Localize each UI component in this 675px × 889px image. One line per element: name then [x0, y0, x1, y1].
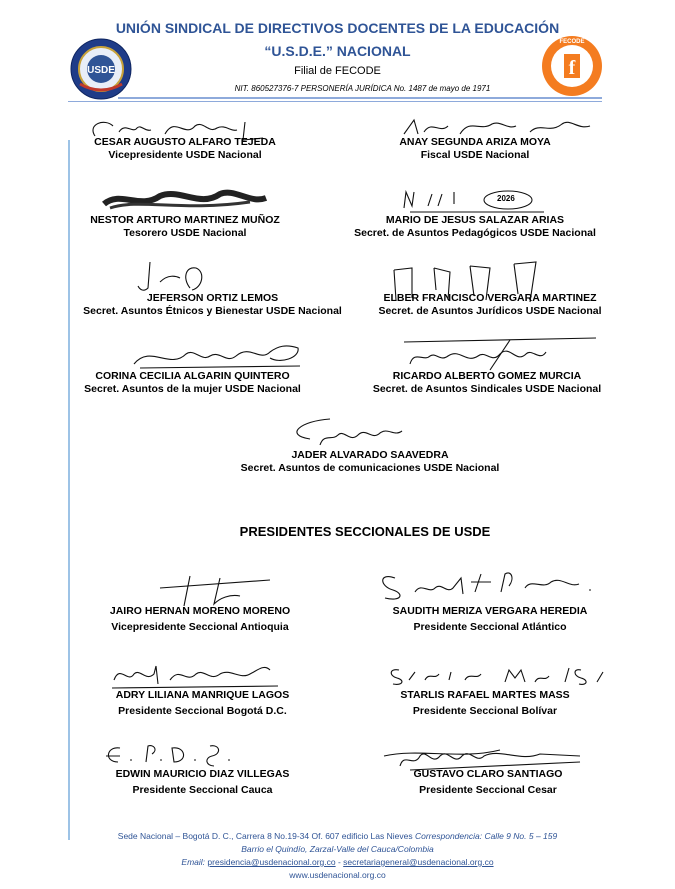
- signer-name: STARLIS RAFAEL MARTES MASS: [400, 689, 570, 701]
- signer-role: Presidente Seccional Cesar: [419, 784, 557, 796]
- signature-scribble-salazar: [398, 186, 548, 216]
- signer-role: Tesorero USDE Nacional: [123, 227, 247, 239]
- signature-block: [85, 605, 315, 634]
- signer-role: Secret. de Asuntos Jurídicos USDE Nacional: [378, 305, 602, 317]
- footer-website[interactable]: www.usdenacional.org.co: [289, 870, 386, 880]
- signer-name: NESTOR ARTURO MARTINEZ MUÑOZ: [90, 214, 280, 226]
- fecode-logo-label: FECODE: [559, 39, 585, 45]
- signer-role: Presidente Seccional Atlántico: [413, 621, 567, 633]
- org-title: UNIÓN SINDICAL DE DIRECTIVOS DOCENTES DE LA EDUCACIÓN: [115, 20, 560, 36]
- signer-name: EDWIN MAURICIO DIAZ VILLEGAS: [115, 768, 290, 780]
- footer-city: Barrio el Quindío, Zarzal-Valle del Cauca/Colombia: [241, 844, 434, 854]
- footer-correspondence: Correspondencia: Calle 9 No. 5 – 159: [414, 831, 558, 841]
- signer-role: Secret. de Asuntos Pedagógicos USDE Nacional: [354, 227, 596, 239]
- signature-scribble-moreno: [150, 570, 280, 610]
- signer-role: Vicepresidente USDE Nacional: [108, 149, 262, 161]
- signer-role: Presidente Seccional Bolívar: [412, 705, 558, 717]
- signature-scribble-alvarado: [280, 415, 410, 451]
- header-rule: [118, 97, 602, 99]
- signature-block: [85, 689, 320, 718]
- signer-role: Presidente Seccional Bogotá D.C.: [118, 705, 287, 717]
- signer-role: Secret. Asuntos de la mujer USDE Nacional: [84, 383, 301, 395]
- margin-line: [68, 140, 70, 840]
- signer-name: ELBER FRANCISCO VERGARA MARTINEZ: [383, 292, 597, 304]
- signature-block: [70, 370, 315, 396]
- signature-block: [60, 214, 310, 240]
- signature-block: [360, 689, 610, 718]
- signer-name: SAUDITH MERIZA VERGARA HEREDIA: [392, 605, 588, 617]
- signer-name: ANAY SEGUNDA ARIZA MOYA: [399, 136, 551, 148]
- signer-name: ADRY LILIANA MANRIQUE LAGOS: [115, 689, 290, 701]
- signature-block: [355, 136, 595, 162]
- filial-line: Filial de FECODE: [294, 65, 381, 77]
- signer-name: JAIRO HERNAN MORENO MORENO: [109, 605, 291, 617]
- signature-block: [75, 136, 295, 162]
- signature-scribble-vergara-heredia: [375, 568, 605, 604]
- svg-text:USDE: USDE: [87, 65, 115, 76]
- signer-name: GUSTAVO CLARO SANTIAGO: [413, 768, 563, 780]
- footer-emails: [0, 857, 675, 867]
- signature-date-stamp: 2026: [497, 194, 515, 203]
- signer-role: Fiscal USDE Nacional: [420, 149, 530, 161]
- signature-scribble-ortiz: [120, 258, 230, 294]
- signature-scribble-manrique: [110, 660, 280, 690]
- signature-block: [352, 370, 622, 396]
- footer-address: [0, 831, 675, 841]
- signer-name: CESAR AUGUSTO ALFARO TEJEDA: [94, 136, 276, 148]
- fecode-logo-icon: [541, 35, 603, 97]
- signer-role: Secret. de Asuntos Sindicales USDE Nacional: [372, 383, 602, 395]
- signature-block: [355, 292, 625, 318]
- signer-name: MARIO DE JESUS SALAZAR ARIAS: [385, 214, 565, 226]
- header-rule-thin: [68, 101, 602, 102]
- signer-role: Presidente Seccional Cauca: [132, 784, 273, 796]
- signature-scribble-algarin: [130, 340, 305, 372]
- signature-scribble-gomez: [400, 334, 600, 374]
- signer-role: Secret. Asuntos Étnicos y Bienestar USDE Nacional: [83, 305, 342, 317]
- signature-block: [355, 605, 625, 634]
- signer-role: Vicepresidente Seccional Antioquia: [111, 621, 289, 633]
- signature-block: [200, 449, 540, 475]
- svg-text:f: f: [568, 57, 576, 79]
- nit-line: NIT. 860527376-7 PERSONERÍA JURÍDICA No. 1487 de mayo de 1971: [234, 84, 491, 93]
- usde-seal-logo-icon: [70, 38, 132, 100]
- email-presidencia-link[interactable]: presidencia@usdenacional.org.co: [207, 857, 336, 867]
- footer-address-main: Sede Nacional – Bogotá D. C., Carrera 8 No.19-34 Of. 607 edificio Las Nieves: [117, 831, 413, 841]
- signature-scribble-martinez: [100, 188, 270, 214]
- signer-role: Secret. Asuntos de comunicaciones USDE Nacional: [240, 462, 500, 474]
- email-secretaria-link[interactable]: secretariageneral@usdenacional.org.co: [343, 857, 494, 867]
- email-separator: -: [335, 857, 344, 867]
- org-subtitle: “U.S.D.E.” NACIONAL: [264, 43, 411, 59]
- signature-block: [85, 768, 320, 797]
- signature-scribble-martes: [385, 662, 615, 692]
- signature-block: [368, 768, 608, 797]
- section-title: PRESIDENTES SECCIONALES DE USDE: [239, 524, 491, 539]
- footer-email-label: Email:: [181, 857, 206, 867]
- signature-block: [70, 292, 355, 318]
- signer-name: CORINA CECILIA ALGARIN QUINTERO: [95, 370, 290, 382]
- signer-name: JADER ALVARADO SAAVEDRA: [291, 449, 449, 461]
- signer-name: RICARDO ALBERTO GOMEZ MURCIA: [392, 370, 582, 382]
- signature-block: [335, 214, 615, 240]
- signer-name: JEFERSON ORTIZ LEMOS: [146, 292, 279, 304]
